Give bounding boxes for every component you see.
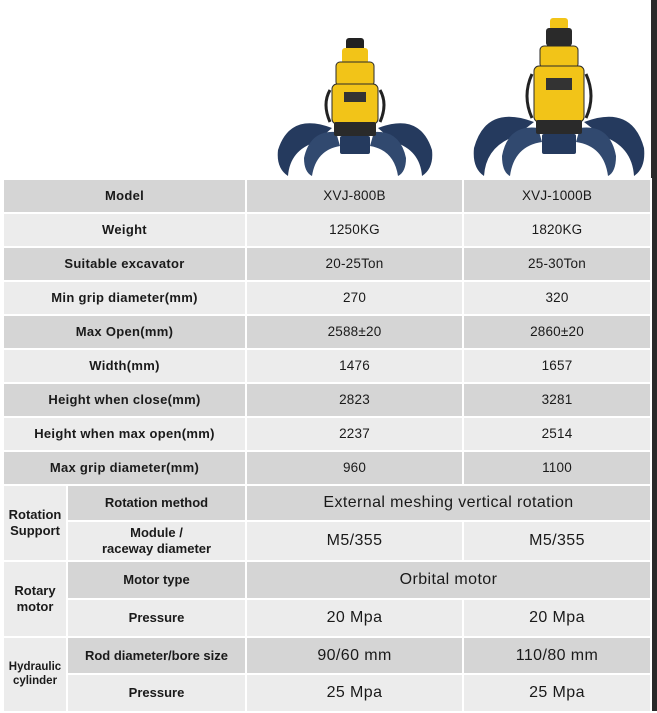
- cell-height-close-xvj-800b: 2823: [246, 383, 463, 417]
- row-label-motor-pressure: Pressure: [67, 599, 246, 637]
- spec-table: [2, 178, 652, 713]
- excavator-grapple-icon: [270, 0, 440, 178]
- cell-weight-xvj-800b: 1250KG: [246, 213, 463, 247]
- table-row: [3, 674, 651, 712]
- group-label-hydraulic-cylinder: [3, 637, 67, 712]
- table-row: [3, 561, 651, 599]
- group-title-line: Rotation: [8, 507, 62, 523]
- excavator-grapple-icon: [468, 0, 650, 178]
- cell-rotation-method: External meshing vertical rotation: [246, 485, 651, 521]
- table-row: [3, 451, 651, 485]
- row-label-height-open: Height when max open(mm): [3, 417, 246, 451]
- group-label-rotation-support: [3, 485, 67, 561]
- group-title-line: Hydraulic: [8, 660, 62, 673]
- cell-excavator-xvj-1000b: 25-30Ton: [463, 247, 651, 281]
- row-label-width: Width(mm): [3, 349, 246, 383]
- row-label-min-grip: Min grip diameter(mm): [3, 281, 246, 315]
- label-line: raceway diameter: [101, 541, 212, 556]
- row-label-max-open: Max Open(mm): [3, 315, 246, 349]
- row-label-module-raceway: [67, 521, 246, 561]
- cell-cylinder-pressure-xvj-1000b: 25 Mpa: [463, 674, 651, 712]
- table-row: [3, 247, 651, 281]
- table-row: [3, 315, 651, 349]
- cell-height-open-xvj-800b: 2237: [246, 417, 463, 451]
- cell-max-open-xvj-800b: 2588±20: [246, 315, 463, 349]
- cell-min-grip-xvj-1000b: 320: [463, 281, 651, 315]
- cell-max-grip-xvj-800b: 960: [246, 451, 463, 485]
- cell-rod-bore-xvj-800b: 90/60 mm: [246, 637, 463, 674]
- cell-model-xvj-800b: XVJ-800B: [246, 179, 463, 213]
- cell-max-grip-xvj-1000b: 1100: [463, 451, 651, 485]
- cell-model-xvj-1000b: XVJ-1000B: [463, 179, 651, 213]
- cell-width-xvj-1000b: 1657: [463, 349, 651, 383]
- row-label-model: Model: [3, 179, 246, 213]
- table-row: [3, 383, 651, 417]
- group-title-line: cylinder: [12, 674, 58, 687]
- row-label-motor-type: Motor type: [67, 561, 246, 599]
- product-image-xvj-1000b: [468, 0, 650, 178]
- group-title-line: Rotary: [14, 583, 56, 599]
- cell-height-open-xvj-1000b: 2514: [463, 417, 651, 451]
- row-label-rotation-method: Rotation method: [67, 485, 246, 521]
- cell-motor-type: Orbital motor: [246, 561, 651, 599]
- cell-module-xvj-1000b: M5/355: [463, 521, 651, 561]
- table-row: [3, 179, 651, 213]
- cell-max-open-xvj-1000b: 2860±20: [463, 315, 651, 349]
- cell-motor-pressure-xvj-1000b: 20 Mpa: [463, 599, 651, 637]
- product-images: [0, 0, 657, 178]
- cell-module-xvj-800b: M5/355: [246, 521, 463, 561]
- group-title-line: motor: [16, 599, 54, 614]
- row-label-cylinder-pressure: Pressure: [67, 674, 246, 712]
- label-line: Module /: [130, 525, 183, 541]
- cell-cylinder-pressure-xvj-800b: 25 Mpa: [246, 674, 463, 712]
- table-row: [3, 485, 651, 521]
- table-row: [3, 599, 651, 637]
- cell-motor-pressure-xvj-800b: 20 Mpa: [246, 599, 463, 637]
- table-row: [3, 281, 651, 315]
- row-label-suitable-excavator: Suitable excavator: [3, 247, 246, 281]
- group-label-rotary-motor: [3, 561, 67, 637]
- table-row: [3, 637, 651, 674]
- cell-height-close-xvj-1000b: 3281: [463, 383, 651, 417]
- table-row: [3, 213, 651, 247]
- table-row: [3, 417, 651, 451]
- cell-min-grip-xvj-800b: 270: [246, 281, 463, 315]
- row-label-rod-bore: Rod diameter/bore size: [67, 637, 246, 674]
- row-label-height-close: Height when close(mm): [3, 383, 246, 417]
- cell-width-xvj-800b: 1476: [246, 349, 463, 383]
- row-label-weight: Weight: [3, 213, 246, 247]
- cell-weight-xvj-1000b: 1820KG: [463, 213, 651, 247]
- row-label-max-grip: Max grip diameter(mm): [3, 451, 246, 485]
- table-row: [3, 349, 651, 383]
- group-title-line: Support: [10, 523, 60, 538]
- product-image-xvj-800b: [270, 0, 440, 178]
- table-row: [3, 521, 651, 561]
- cell-rod-bore-xvj-1000b: 110/80 mm: [463, 637, 651, 674]
- cell-excavator-xvj-800b: 20-25Ton: [246, 247, 463, 281]
